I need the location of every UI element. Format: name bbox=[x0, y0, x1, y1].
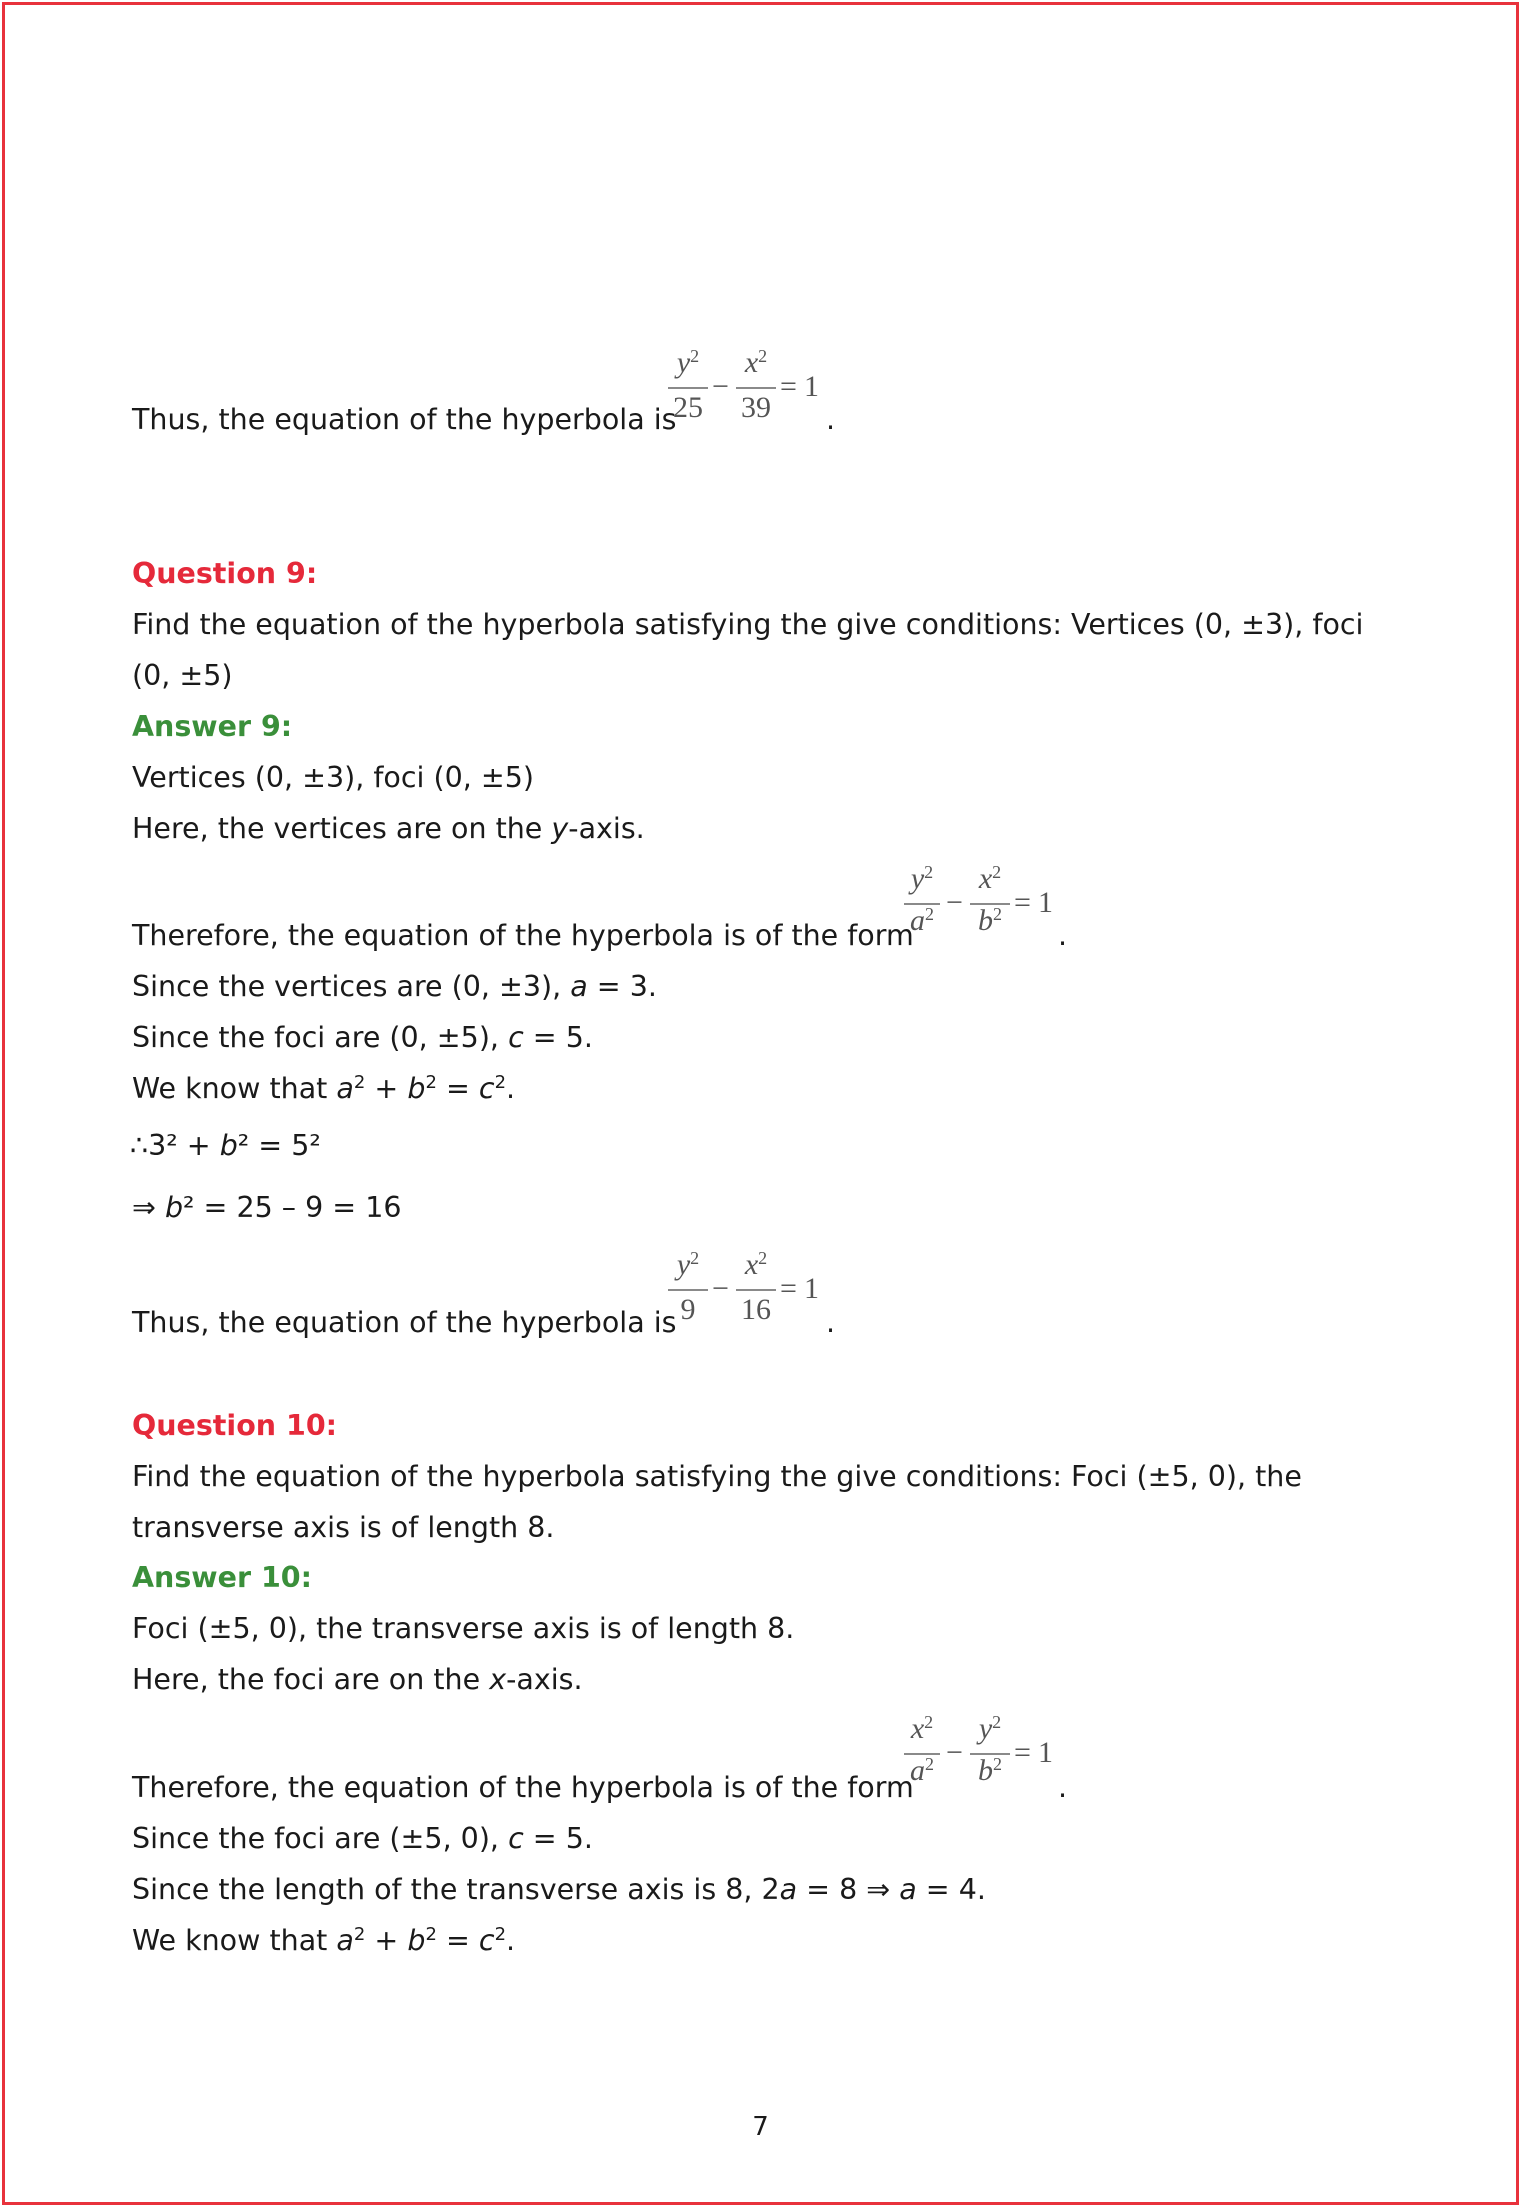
question-9-title: Question 9: bbox=[132, 557, 318, 590]
answer-10-title: Answer 10: bbox=[132, 1561, 313, 1594]
answer-10-line-3: Therefore, the equation of the hyperbola is of the form bbox=[132, 1771, 914, 1804]
question-9-text-line-2: (0, ±5) bbox=[132, 659, 233, 692]
answer-9-line-4: Since the vertices are (0, ±3), a = 3. bbox=[132, 970, 657, 1003]
conclusion-line-1: Thus, the equation of the hyperbola is bbox=[132, 403, 677, 436]
answer-9-line-5: Since the foci are (0, ±5), c = 5. bbox=[132, 1021, 593, 1054]
period: . bbox=[826, 403, 836, 436]
period: . bbox=[826, 1306, 836, 1339]
question-10-text-line-2: transverse axis is of length 8. bbox=[132, 1511, 555, 1544]
equation-y2-9-x2-16: $y^2$ 9 − $x^2$ 16 = 1 bbox=[668, 1250, 838, 1330]
answer-9-line-7: ∴3² + b² = 5² bbox=[130, 1129, 321, 1162]
answer-9-line-6: We know that $a^2 + b^2 = c^2$. bbox=[132, 1072, 516, 1105]
answer-9-line-3: Therefore, the equation of the hyperbola is of the form bbox=[132, 919, 914, 952]
answer-9-line-8: ⇒ b² = 25 – 9 = 16 bbox=[132, 1191, 402, 1224]
question-10-text-line-1: Find the equation of the hyperbola satisfying the give conditions: Foci (±5, 0), the bbox=[132, 1460, 1302, 1493]
answer-10-line-1: Foci (±5, 0), the transverse axis is of length 8. bbox=[132, 1612, 795, 1645]
equation-x2-a2-y2-b2: $x^2$ $a^2$ − $y^2$ $b^2$ = 1 bbox=[904, 1714, 1074, 1794]
period: . bbox=[1058, 1771, 1068, 1804]
answer-9-line-1: Vertices (0, ±3), foci (0, ±5) bbox=[132, 761, 534, 794]
question-10-title: Question 10: bbox=[132, 1409, 338, 1442]
page-number: 7 bbox=[752, 2112, 769, 2142]
answer-9-title: Answer 9: bbox=[132, 710, 293, 743]
answer-10-line-2: Here, the foci are on the x-axis. bbox=[132, 1663, 583, 1696]
equation-y2-a2-x2-b2: $y^2$ $a^2$ − $x^2$ $b^2$ = 1 bbox=[904, 864, 1074, 944]
answer-9-line-2: Here, the vertices are on the y-axis. bbox=[132, 812, 645, 845]
answer-10-line-4: Since the foci are (±5, 0), c = 5. bbox=[132, 1822, 593, 1855]
answer-9-conclusion: Thus, the equation of the hyperbola is bbox=[132, 1306, 677, 1339]
answer-10-line-5: Since the length of the transverse axis is 8, 2a = 8 ⇒ a = 4. bbox=[132, 1873, 986, 1906]
equation-y2-25-x2-39: $y^2$ 25 − $x^2$ 39 = 1 bbox=[668, 348, 838, 428]
question-9-text-line-1: Find the equation of the hyperbola satisfying the give conditions: Vertices (0, ±3), foci bbox=[132, 608, 1364, 641]
period: . bbox=[1058, 919, 1068, 952]
answer-10-line-6: We know that $a^2 + b^2 = c^2$. bbox=[132, 1924, 516, 1957]
